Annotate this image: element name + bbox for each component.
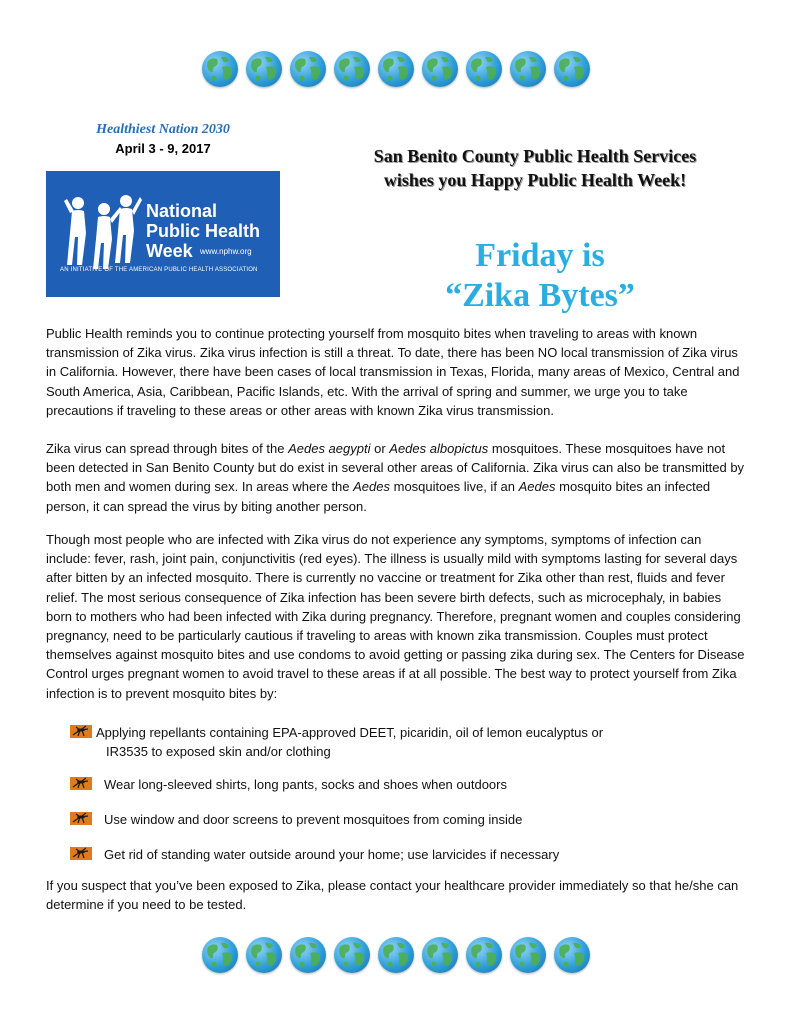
mosquito-icon [70, 725, 92, 738]
list-item [70, 810, 522, 829]
friday-line-1: Friday is [475, 237, 605, 274]
p2-text: mosquitoes live, if an [390, 479, 519, 495]
list-item [70, 775, 507, 794]
globe-icon [246, 51, 282, 87]
globe-icon [378, 937, 414, 973]
people-figures-icon [64, 193, 142, 275]
mosquito-icon [70, 812, 92, 825]
species-aegypti: Aedes aegypti [288, 441, 371, 456]
paragraph-intro: Public Health reminds you to continue protecting yourself from mosquito bites when traveling to areas with known transmission of Zika virus. Zika virus infection is still a threat. To date, there has been NO local transmission of Zika virus in California. However, there have been cases of local transmission in Texas, Florida, many areas of Mexico, Central and South America, Asia, Caribbean, Pacific Islands, etc. With the arrival of spring and summer, we urge you to take precautions if traveling to these areas or other areas with known Zika virus transmission. [46, 326, 740, 418]
globe-icon [202, 937, 238, 973]
list-item [70, 723, 603, 761]
list-item [70, 845, 559, 864]
bullet-text: IR3535 to exposed skin and/or clothing [106, 744, 331, 759]
logo-url: www.nphw.org [200, 247, 252, 256]
bullet-text: Applying repellants containing EPA-approved DEET, picaridin, oil of lemon eucalyptus or [96, 725, 604, 740]
globe-icon [422, 937, 458, 973]
logo-line-week: Week [146, 241, 193, 261]
logo-initiative: AN INITIATIVE OF THE AMERICAN PUBLIC HEALTH ASSOCIATION [60, 267, 258, 273]
genus-aedes: Aedes [518, 479, 556, 495]
logo-line-national: National [146, 201, 218, 221]
nphw-logo [46, 171, 280, 297]
county-greeting [300, 144, 770, 192]
globe-icon [334, 937, 370, 973]
paragraph-closing: If you suspect that you’ve been exposed to Zika, please contact your healthcare provider immediately so that he/she can determine if you need to be tested. [46, 878, 739, 913]
globe-icon [510, 51, 546, 87]
globe-icon [554, 51, 590, 87]
globe-icon [422, 51, 458, 87]
friday-title [390, 236, 690, 316]
p2-text: Zika virus can spread through bites of the [46, 441, 289, 456]
globe-icon [510, 937, 546, 973]
friday-line-2: “Zika Bytes” [445, 277, 635, 314]
globe-icon [334, 51, 370, 87]
paragraph-symptoms: Though most people who are infected with Zika virus do not experience any symptoms, symptoms of infection can include: fever, rash, joint pain, conjunctivitis (red eyes). The illness is usually mild with symptoms lasting for several days after bitten by an infected mosquito. There is currently no vaccine or treatment for Zika other than rest, fluids and fever relief. The most serious consequence of Zika infection has been severe birth defects, such as microcephaly, in babies born to mothers who had been infected with Zika during pregnancy. Therefore, pregnant women and couples considering pregnancy, need to be particularly cautious if traveling to areas with known zika transmission. Couples must protect themselves against mosquito bites and use condoms to avoid getting or passing zika during sex. The Centers for Disease Control urges pregnant women to avoid travel to these areas if at all possible. The best way to protect yourself from Zika infection is to prevent mosquito bites by: [46, 532, 745, 701]
p2-text: or [370, 441, 390, 456]
bullet-text: Wear long-sleeved shirts, long pants, socks and shoes when outdoors [104, 777, 507, 792]
paragraph-transmission [46, 439, 746, 516]
genus-aedes: Aedes [353, 479, 390, 495]
globe-icon [246, 937, 282, 973]
event-dates: April 3 - 9, 2017 [115, 141, 211, 156]
species-albopictus: Aedes albopictus [389, 441, 489, 456]
globe-icon [466, 51, 502, 87]
globe-icon [202, 51, 238, 87]
mosquito-icon [70, 777, 92, 790]
bullet-text: Use window and door screens to prevent mosquitoes from coming inside [104, 812, 523, 827]
top-globe-row [0, 51, 791, 91]
p2-text: mosquitoes. These mosquitoes have not been detected in San Benito County but do exist in several other areas of California. Zika virus can also be transmitted by both men and women during sex. In areas where the [46, 441, 745, 495]
globe-icon [290, 937, 326, 973]
healthiest-nation-tagline: Healthiest Nation 2030 [96, 122, 230, 137]
county-line-1: San Benito County Public Health Services [373, 146, 697, 166]
bullet-text: Get rid of standing water outside around your home; use larvicides if necessary [104, 847, 560, 862]
globe-icon [466, 937, 502, 973]
globe-icon [378, 51, 414, 87]
globe-icon [554, 937, 590, 973]
county-line-2: wishes you Happy Public Health Week! [383, 170, 687, 190]
logo-line-public-health: Public Health [146, 221, 261, 241]
globe-icon [290, 51, 326, 87]
mosquito-icon [70, 847, 92, 860]
p2-text: mosquito bites an infected person, it can spread the virus by biting another person. [46, 479, 711, 514]
bottom-globe-row [0, 937, 791, 977]
